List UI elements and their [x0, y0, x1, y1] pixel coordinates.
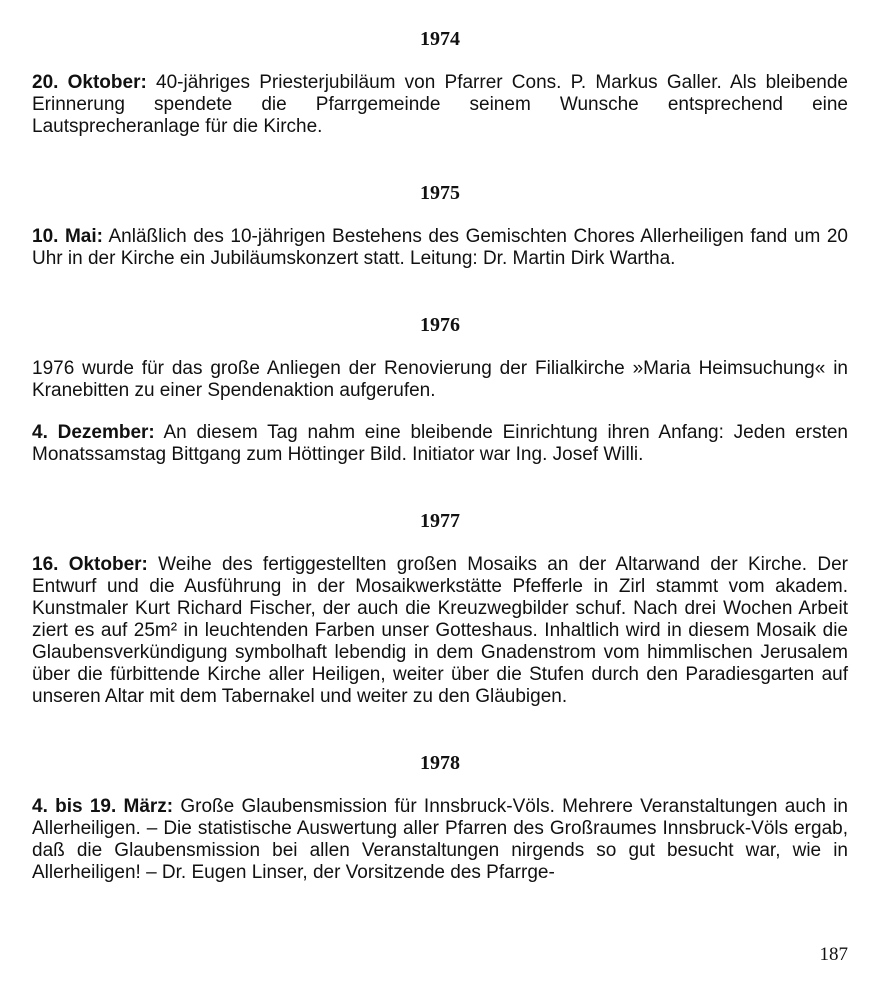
year-heading-1978: 1978	[420, 752, 460, 774]
entry-text: 1976 wurde für das große Anliegen der Renovierung der Filialkirche »Maria Heimsuchung« in Kranebitten zu einer Spendenaktion aufgerufen.	[32, 358, 848, 401]
entry-text: 40-jähriges Priesterjubiläum von Pfarrer Cons. P. Markus Galler. Als bleibende Erinnerung spendete die Pfarrgemeinde seinem Wunsche entsprechend eine Lautsprecheranlage für die Kirche.	[32, 72, 848, 137]
chronicle-page	[32, 26, 848, 884]
page-number: 187	[819, 944, 848, 965]
entry-date: 20. Oktober:	[32, 72, 147, 93]
year-heading-1977: 1977	[420, 510, 460, 532]
entry-text: Weihe des fertiggestellten großen Mosaiks an der Altarwand der Kirche. Der Entwurf und die Ausführung in der Mosaikwerkstätte Pfefferle in Zirl stammt vom akadem. Kunstmaler Kurt Richard Fischer, der auch die Kreuzwegbilder schuf. Nach drei Wochen Arbeit ziert es auf 25m² in leuchtenden Farben unser Gotteshaus. Inhaltlich wird in diesem Mosaik die Glaubensverkündigung symbolhaft lebendig in dem Gnadenstrom vom himmlischen Jerusalem über die fürbittende Kirche aller Heiligen, weiter über die Stufen durch den Paradiesgarten auf unseren Altar mit dem Tabernakel und weiter zu den Gläubigen.	[32, 554, 848, 707]
entry-1974-oktober	[32, 72, 848, 138]
entry-date: 4. Dezember:	[32, 422, 155, 443]
entry-1975-mai	[32, 226, 848, 270]
year-heading-1976: 1976	[420, 314, 460, 336]
entry-date: 10. Mai:	[32, 226, 103, 247]
entry-1978-maerz	[32, 796, 848, 884]
entry-1976-dezember	[32, 422, 848, 466]
entry-1977-oktober	[32, 554, 848, 708]
entry-text: Große Glaubensmission für Innsbruck-Völs. Mehrere Veranstaltungen auch in Allerheiligen. – Die statistische Auswertung aller Pfarren des Großraumes Innsbruck-Völs ergab, daß die Glaubensmission bei allen Veranstaltungen nirgends so gut besucht war, wie in Allerheiligen! – Dr. Eugen Linser, der Vorsitzende des Pfarrge-	[32, 796, 848, 883]
entry-date: 16. Oktober:	[32, 554, 148, 575]
entry-text: An diesem Tag nahm eine bleibende Einrichtung ihren Anfang: Jeden ersten Monatssamstag Bittgang zum Höttinger Bild. Initiator war Ing. Josef Willi.	[32, 422, 848, 465]
entry-text: Anläßlich des 10-jährigen Bestehens des Gemischten Chores Allerheiligen fand um 20 Uhr in der Kirche ein Jubiläumskonzert statt. Leitung: Dr. Martin Dirk Wartha.	[32, 226, 848, 269]
entry-1976-spendenaktion	[32, 358, 848, 402]
entry-date: 4. bis 19. März:	[32, 796, 174, 817]
year-heading-1974: 1974	[420, 28, 460, 50]
year-heading-1975: 1975	[420, 182, 460, 204]
